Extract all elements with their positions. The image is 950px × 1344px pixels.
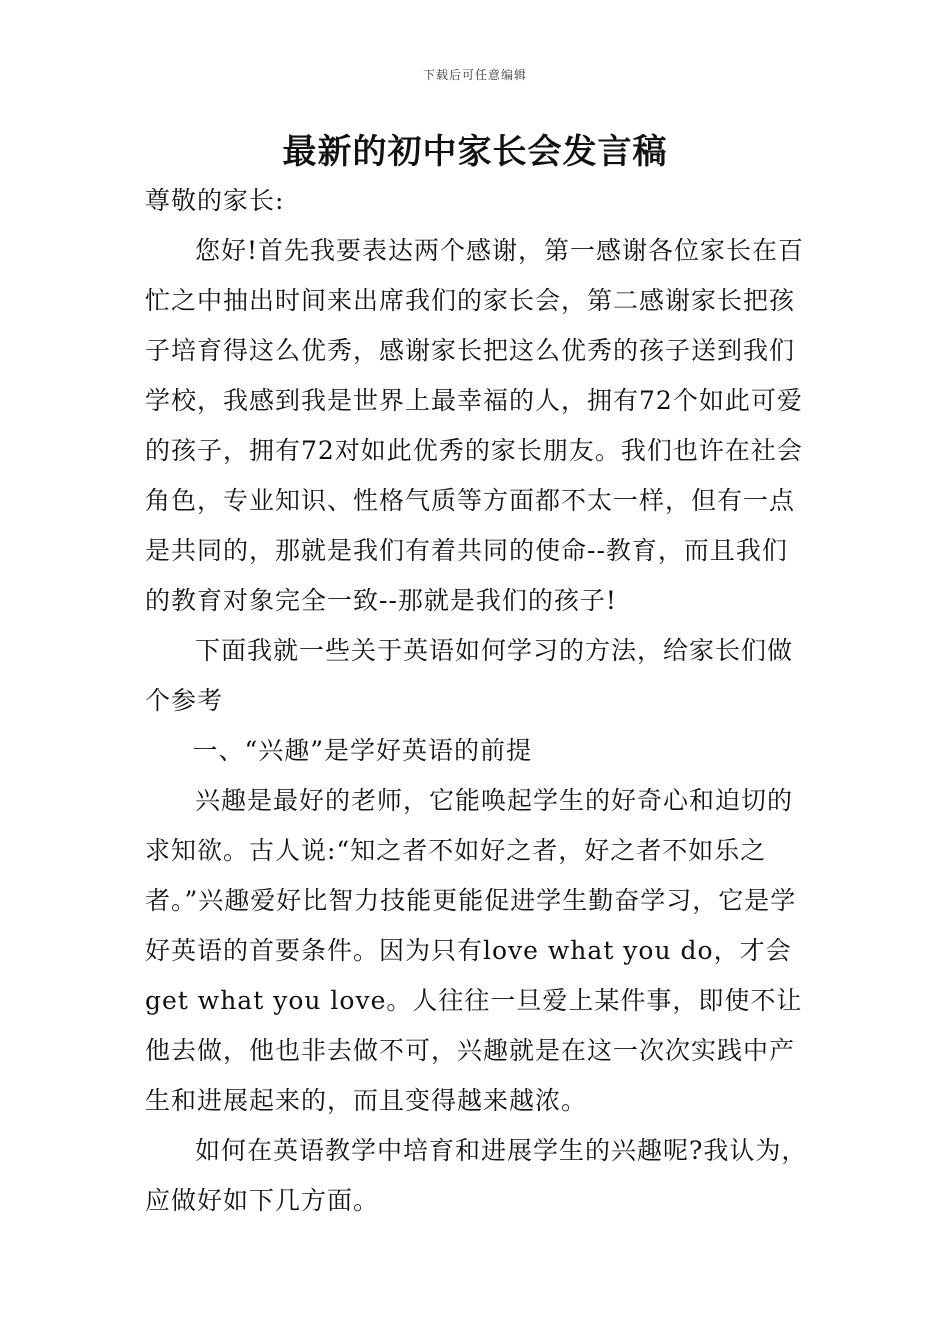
header-note: 下载后可任意编辑 bbox=[422, 68, 527, 82]
paragraph-interest: 兴趣是最好的老师，它能唤起学生的好奇心和迫切的求知欲。古人说:“知之者不如好之者，好之者不如乐之者。”兴趣爱好比智力技能更能促进学生勤奋学习，它是学好英语的首要条件。因为只有love what you do，才会get what you love。人往往一旦爱上某件事，即使不让他去做，他也非去做不可，兴趣就是在这一次次实践中产生和进展起来的，而且变得越来越浓。 bbox=[145, 786, 803, 1115]
section-heading: 一、“兴趣”是学好英语的前提 bbox=[192, 736, 533, 765]
salutation: 尊敬的家长: bbox=[145, 186, 285, 215]
document-title: 最新的初中家长会发言稿 bbox=[282, 132, 668, 172]
document-body bbox=[145, 176, 810, 1226]
paragraph-intro: 下面我就一些关于英语如何学习的方法，给家长们做个参考 bbox=[145, 636, 794, 715]
paragraph-greeting: 您好!首先我要表达两个感谢，第一感谢各位家长在百忙之中抽出时间来出席我们的家长会，第二感谢家长把孩子培育得这么优秀，感谢家长把这么优秀的孩子送到我们学校，我感到我是世界上最幸福的人，拥有72个如此可爱的孩子，拥有72对如此优秀的家长朋友。我们也许在社会角色，专业知识、性格气质等方面都不太一样，但有一点是共同的，那就是我们有着共同的使命--教育，而且我们的教育对象完全一致--那就是我们的孩子! bbox=[145, 236, 805, 615]
paragraph-question: 如何在英语教学中培育和进展学生的兴趣呢?我认为，应做好如下几方面。 bbox=[145, 1136, 808, 1215]
